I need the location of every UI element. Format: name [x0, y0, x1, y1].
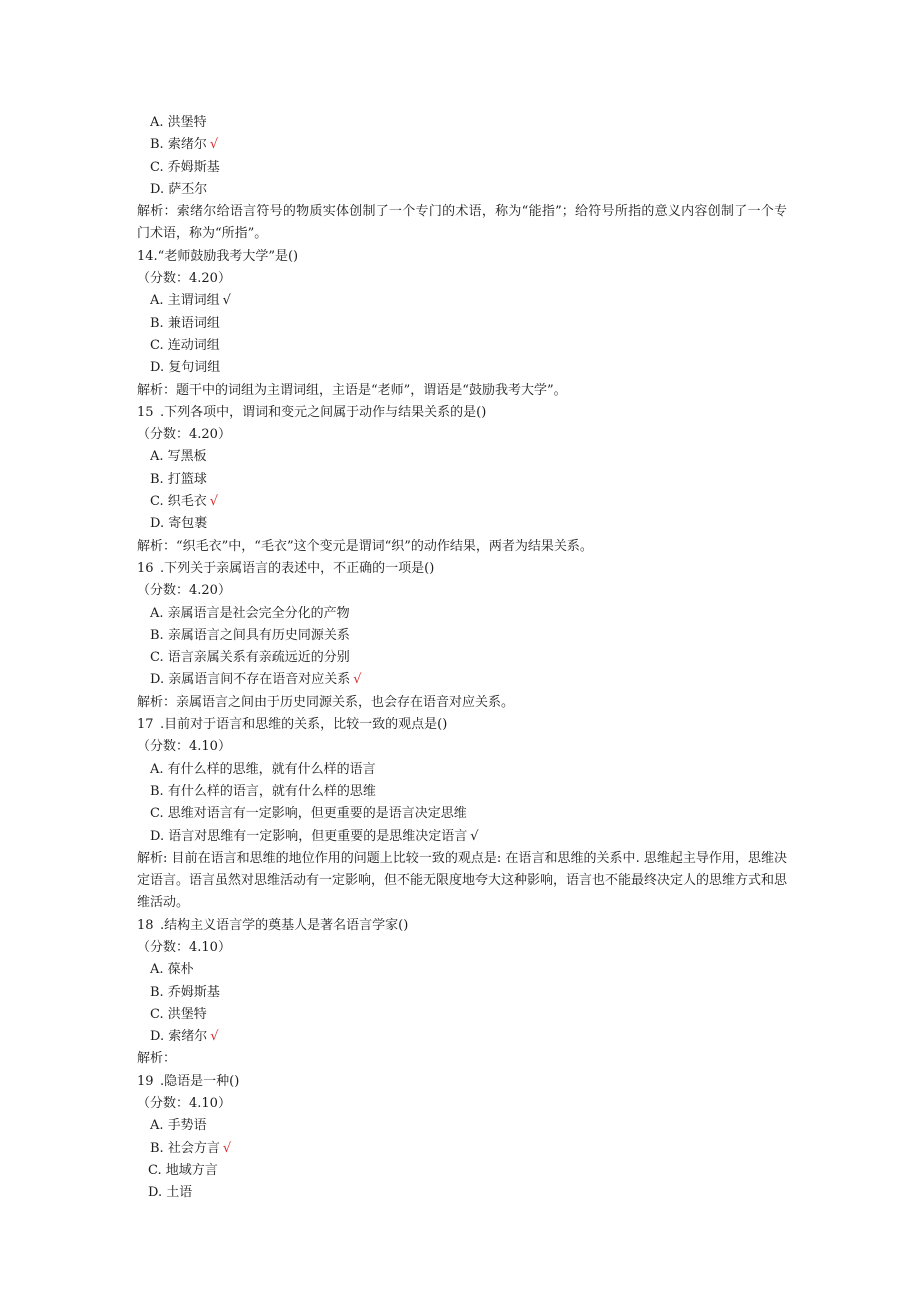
question-score: （分数：4.10）	[137, 1096, 231, 1112]
question-stem: 15 .下列各项中，谓词和变元之间属于动作与结果关系的是()	[137, 402, 787, 424]
option-c: C. 连动词组	[150, 337, 220, 353]
option-a: A. 葆朴	[150, 962, 194, 978]
option-d: D. 语言对思维有一定影响，但更重要的是思维决定语言 √	[150, 828, 479, 844]
option-c: C. 语言亲属关系有亲疏远近的分别	[150, 650, 350, 666]
option-c: C. 地域方言	[148, 1162, 218, 1178]
question-list	[137, 112, 787, 1205]
option-b: B. 乔姆斯基	[150, 984, 220, 1000]
correct-check-icon: √	[353, 672, 362, 688]
option-c: C. 思维对语言有一定影响，但更重要的是语言决定思维	[150, 806, 467, 822]
question-stem: 19 .隐语是一种()	[137, 1071, 787, 1093]
question-number: 18	[137, 917, 154, 933]
option-d: D. 萨丕尔	[150, 181, 208, 197]
option-b: B. 兼语词组	[150, 315, 220, 331]
question-score: （分数：4.10）	[137, 939, 231, 955]
option-b: B. 打篮球	[150, 471, 207, 487]
question-17	[137, 714, 787, 915]
correct-check-icon: √	[222, 1140, 232, 1156]
question-14	[137, 246, 787, 402]
question-13	[137, 112, 787, 246]
option-a: A. 亲属语言是社会完全分化的产物	[150, 605, 350, 621]
option-a: A. 手势语	[150, 1118, 207, 1134]
option-c: C. 洪堡特	[150, 1006, 207, 1022]
option-a: A. 主谓词组 √	[150, 293, 231, 309]
question-stem: 14.“老师鼓励我考大学”是()	[137, 248, 299, 264]
question-score: （分数：4.20）	[137, 427, 231, 443]
question-16	[137, 558, 787, 714]
question-number: 15	[137, 404, 154, 420]
correct-check-icon: √	[470, 828, 479, 844]
option-a: A. 洪堡特	[150, 115, 207, 130]
correct-check-icon: √	[209, 137, 219, 153]
option-d: D. 寄包裹	[150, 516, 208, 532]
option-d: D. 索绪尔 √	[150, 1029, 219, 1045]
analysis: 解析：题干中的词组为主谓词组，主语是“老师”，谓语是“鼓励我考大学”。	[137, 382, 567, 398]
option-a: A. 有什么样的思维，就有什么样的语言	[150, 761, 376, 777]
question-stem: 18 .结构主义语言学的奠基人是著名语言学家()	[137, 915, 787, 937]
option-b: B. 社会方言 √	[150, 1140, 232, 1156]
question-number: 16	[137, 560, 154, 576]
analysis: 解析：索绪尔给语言符号的物质实体创制了一个专门的术语，称为“能指”；给符号所指的意义内容创制了一个专门术语，称为“所指”。	[137, 204, 787, 242]
question-score: （分数：4.10）	[137, 739, 231, 755]
option-b: B. 有什么样的语言，就有什么样的思维	[150, 783, 376, 799]
analysis: 解析: 目前在语言和思维的地位作用的问题上比较一致的观点是: 在语言和思维的关系中. 思维起主导作用，思维决定语言。语言虽然对思维活动有一定影响，但不能无限度地夸大这种影响，语言也不能最终决定人的思维方式和思维活动。	[137, 850, 788, 911]
question-stem: 16 .下列关于亲属语言的表述中，不正确的一项是()	[137, 558, 787, 580]
question-15	[137, 402, 787, 558]
option-a: A. 写黑板	[150, 449, 207, 465]
option-d: D. 复句词组	[150, 360, 221, 376]
question-score: （分数：4.20）	[137, 271, 231, 287]
correct-check-icon: √	[222, 293, 231, 309]
question-number: 17	[137, 717, 154, 733]
option-b: B. 索绪尔 √	[150, 137, 219, 153]
question-score: （分数：4.20）	[137, 583, 231, 599]
question-19	[137, 1071, 787, 1205]
correct-check-icon: √	[210, 1029, 219, 1045]
option-d: D. 土语	[148, 1185, 193, 1201]
option-c: C. 织毛衣 √	[150, 494, 219, 510]
question-stem: 17 .目前对于语言和思维的关系，比较一致的观点是()	[137, 714, 787, 736]
correct-check-icon: √	[209, 494, 219, 510]
analysis: 解析：亲属语言之间由于历史同源关系，也会存在语音对应关系。	[137, 694, 515, 710]
question-number: 19	[137, 1073, 154, 1089]
option-b: B. 亲属语言之间具有历史同源关系	[150, 627, 350, 643]
option-c: C. 乔姆斯基	[150, 159, 220, 175]
analysis: 解析：	[137, 1051, 177, 1067]
option-d: D. 亲属语言间不存在语音对应关系 √	[150, 672, 362, 688]
question-18	[137, 915, 787, 1071]
analysis: 解析：“织毛衣”中，“毛衣”这个变元是谓词“织”的动作结果，两者为结果关系。	[137, 538, 593, 554]
